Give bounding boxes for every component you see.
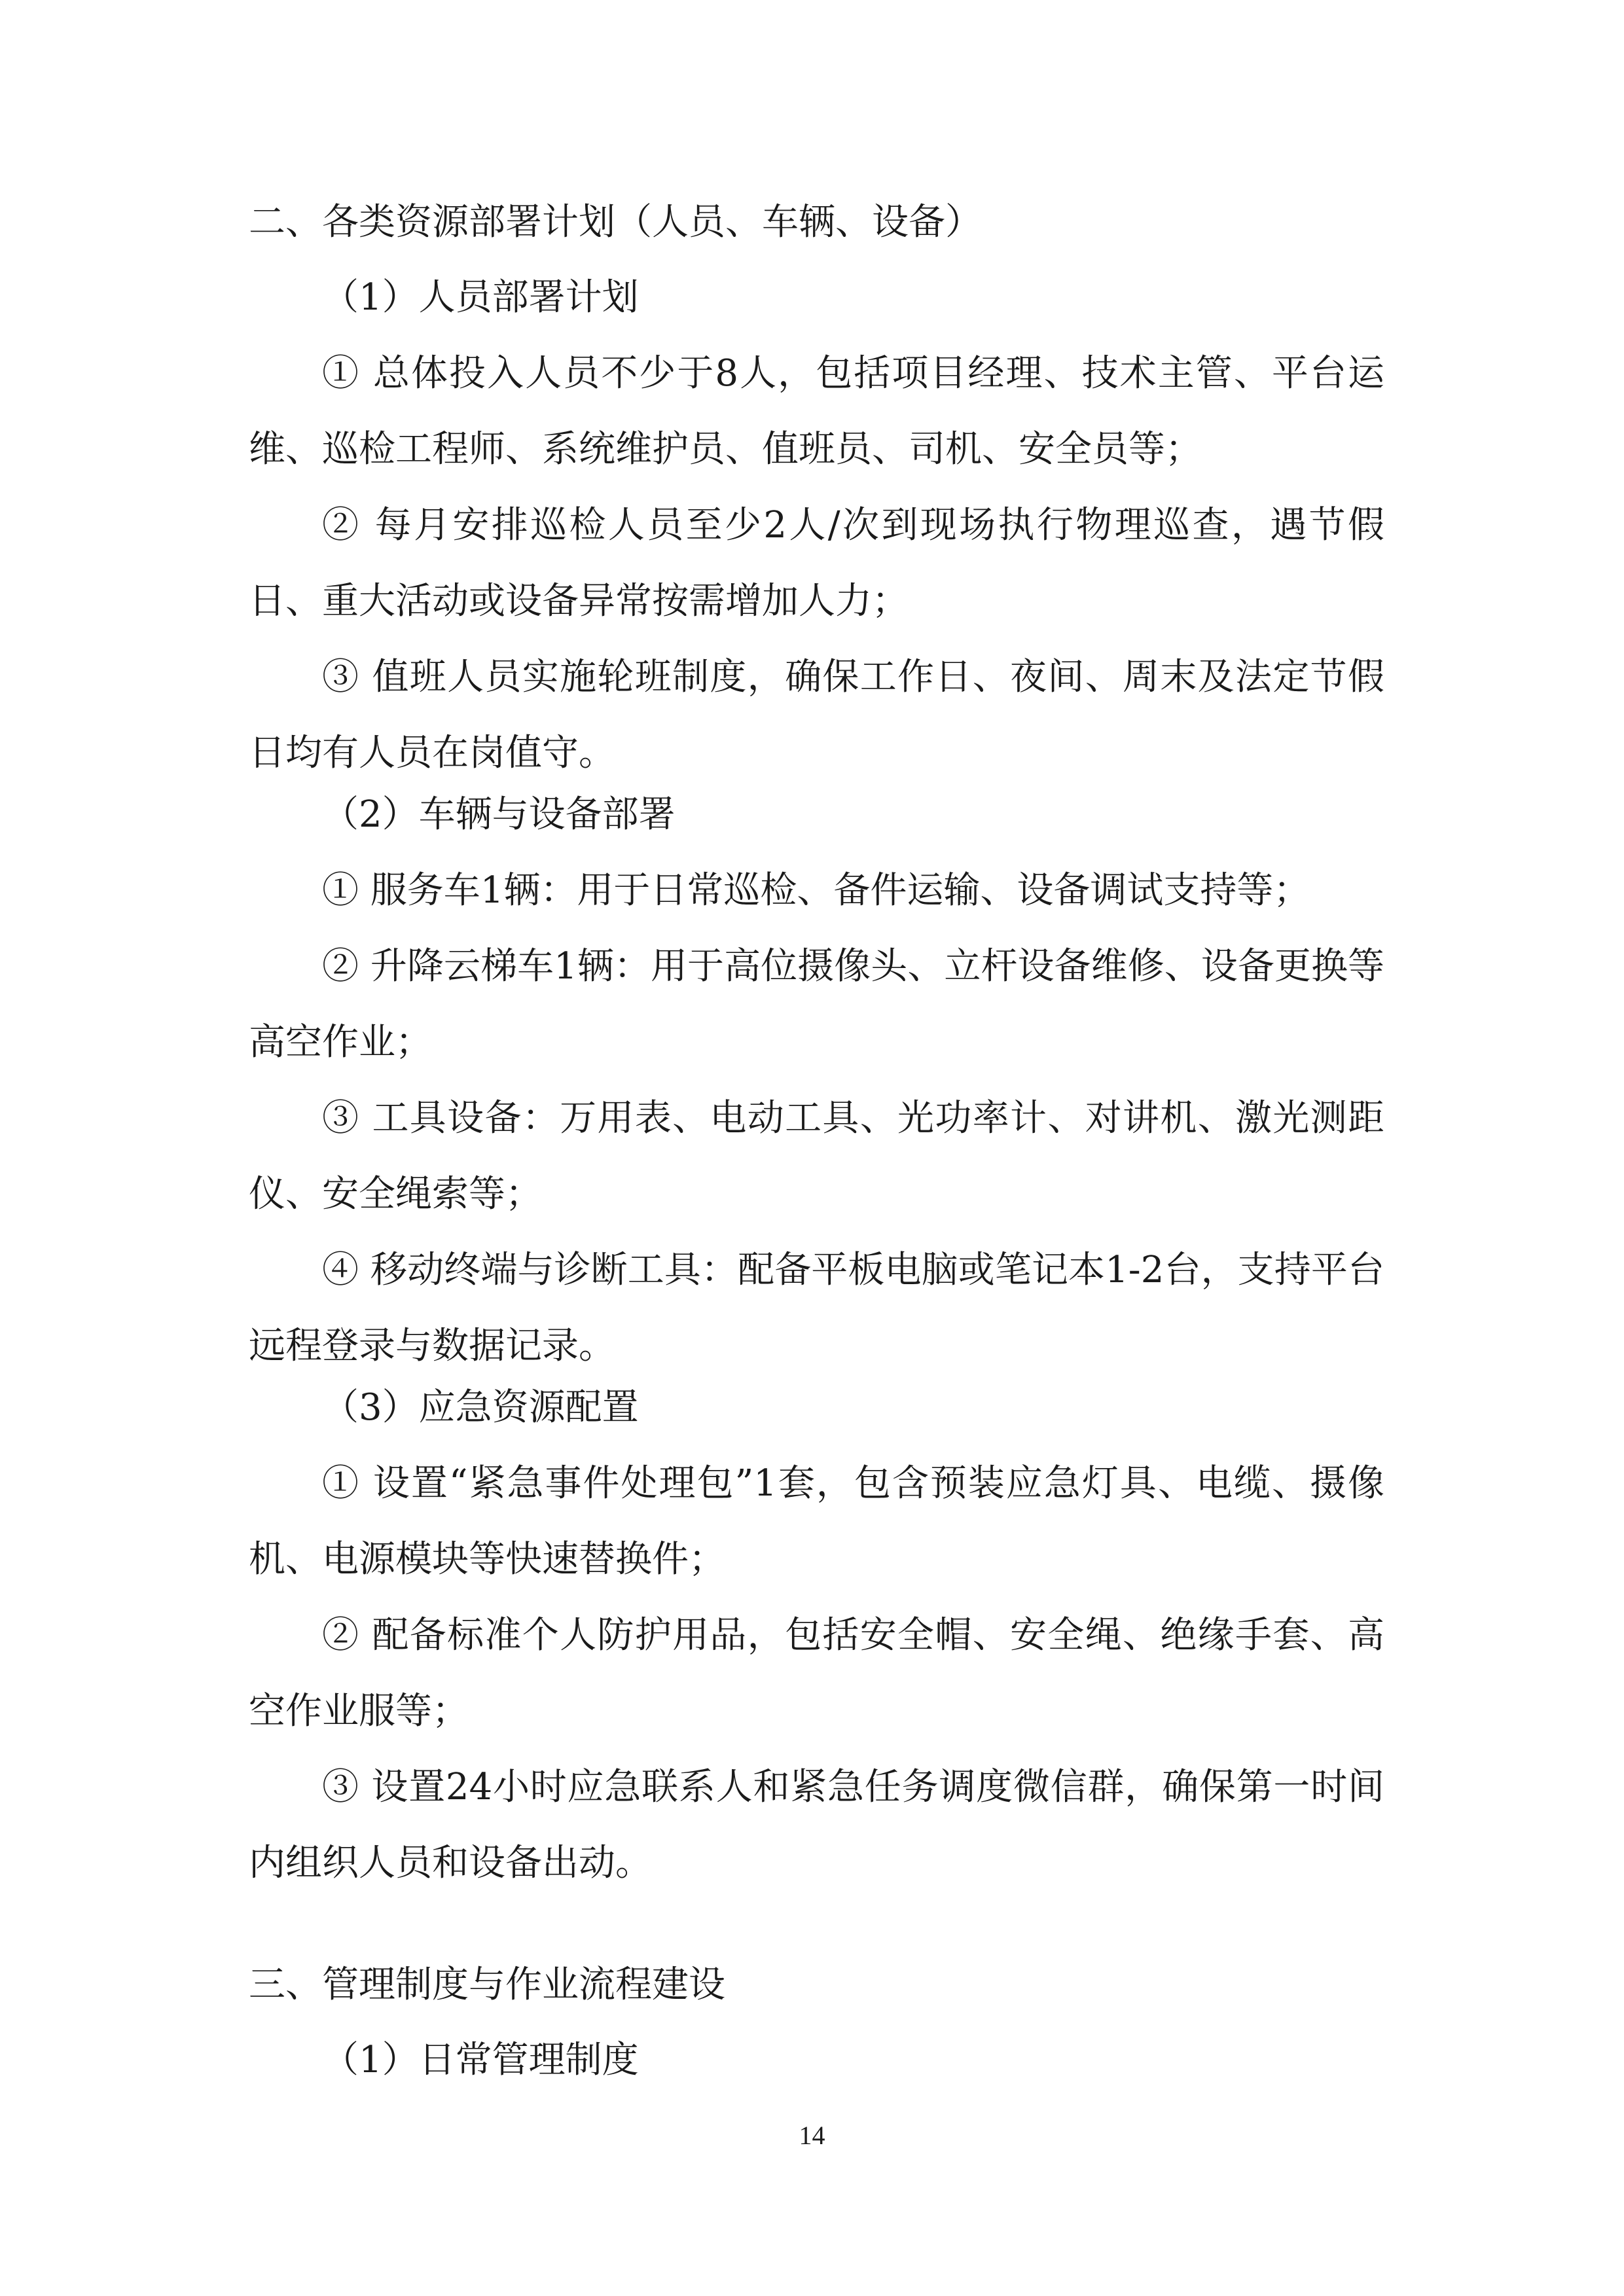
section-heading: 三、管理制度与作业流程建设 bbox=[249, 1964, 725, 2006]
subsection-heading: （3）应急资源配置 bbox=[322, 1386, 639, 1429]
subsection-heading: （2）车辆与设备部署 bbox=[322, 793, 676, 836]
list-item: ③ 工具设备：万用表、电动工具、光功率计、对讲机、激光测距仪、安全绳索等； bbox=[249, 1097, 1384, 1215]
list-item: ① 总体投入人员不少于8人，包括项目经理、技术主管、平台运维、巡检工程师、系统维护员、值班员、司机、安全员等； bbox=[249, 352, 1384, 471]
list-item: ② 每月安排巡检人员至少2人/次到现场执行物理巡查，遇节假日、重大活动或设备异常按需增加人力； bbox=[249, 504, 1385, 622]
subsection-heading: （1）日常管理制度 bbox=[322, 2039, 639, 2081]
section-heading: 二、各类资源部署计划（人员、车辆、设备） bbox=[249, 201, 982, 243]
list-item: ③ 值班人员实施轮班制度，确保工作日、夜间、周末及法定节假日均有人员在岗值守。 bbox=[249, 656, 1384, 774]
list-item: ① 服务车1辆：用于日常巡检、备件运输、设备调试支持等； bbox=[322, 869, 1310, 912]
list-item: ④ 移动终端与诊断工具：配备平板电脑或笔记本1-2台，支持平台远程登录与数据记录。 bbox=[249, 1249, 1384, 1367]
subsection-heading: （1）人员部署计划 bbox=[322, 276, 639, 319]
list-item: ① 设置“紧急事件处理包”1套，包含预装应急灯具、电缆、摄像机、电源模块等快速替换件； bbox=[249, 1462, 1384, 1581]
page-number: 14 bbox=[799, 2121, 825, 2150]
list-item: ② 配备标准个人防护用品，包括安全帽、安全绳、绝缘手套、高空作业服等； bbox=[249, 1614, 1384, 1732]
list-item: ③ 设置24小时应急联系人和紧急任务调度微信群，确保第一时间内组织人员和设备出动。 bbox=[249, 1766, 1384, 1884]
list-item: ② 升降云梯车1辆：用于高位摄像头、立杆设备维修、设备更换等高空作业； bbox=[249, 945, 1384, 1064]
